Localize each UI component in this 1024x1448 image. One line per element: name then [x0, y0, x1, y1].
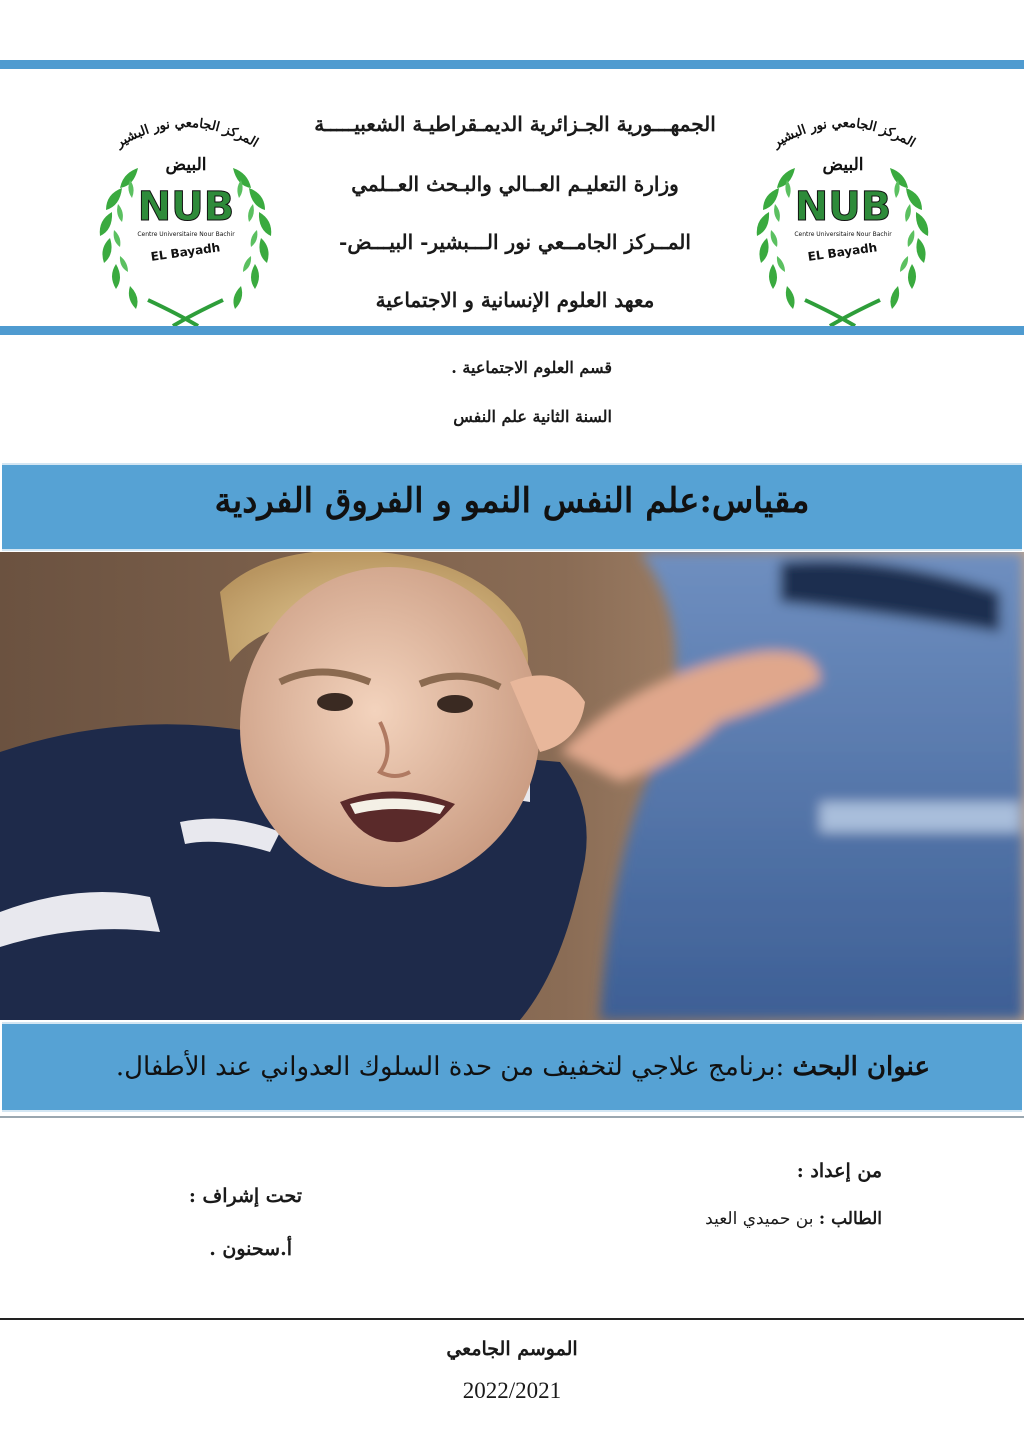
logo-arabic-ring-text: المركز الجامعي نور البشير — [113, 115, 261, 151]
header-republic: الجمهـــورية الجـزائرية الديمـقراطيـة الشعبيـــــة — [314, 112, 716, 136]
subject-title: مقياس:علم النفس النمو و الفروق الفردية — [214, 481, 810, 521]
research-title — [116, 1052, 930, 1082]
laurel-logo-icon — [735, 108, 950, 328]
student-label: الطالب : — [818, 1209, 882, 1229]
logo-city-arabic: البيض — [822, 155, 864, 175]
logo-city-latin: EL Bayadh — [149, 240, 222, 264]
header-ministry: وزارة التعليـم العــالي والبـحث العــلمي — [351, 172, 679, 196]
student-line — [705, 1209, 882, 1229]
logo-city-latin: EL Bayadh — [806, 240, 879, 264]
research-divider — [0, 1116, 1024, 1118]
research-text: :برنامج علاجي لتخفيف من حدة السلوك العدواني عند الأطفال. — [115, 1052, 785, 1082]
logo-arabic-ring-text: المركز الجامعي نور البشير — [770, 115, 918, 151]
logo-caption: Centre Universitaire Nour Bachir — [794, 231, 892, 238]
supervisor-name: أ.سحنون . — [209, 1238, 292, 1260]
study-year-label: السنة الثانية علم النفس — [453, 407, 612, 426]
logo-letters: NUB — [794, 184, 892, 230]
department-label: قسم العلوم الاجتماعية . — [451, 358, 612, 377]
season-years: 2022/2021 — [462, 1378, 562, 1403]
research-label: عنوان البحث — [792, 1052, 930, 1082]
footer-divider — [0, 1318, 1024, 1320]
header-university: المــركز الجامــعي نور الـــبشير- البيـــض- — [339, 230, 691, 254]
header-bottom-rule — [0, 326, 1024, 335]
header-text-block — [300, 0, 730, 330]
laurel-logo-icon — [78, 108, 293, 328]
student-name: بن حميدي العيد — [705, 1209, 814, 1229]
logo-city-arabic: البيض — [165, 155, 207, 175]
logo-caption: Centre Universitaire Nour Bachir — [137, 231, 235, 238]
logo-letters: NUB — [137, 184, 235, 230]
cover-photo — [0, 552, 1024, 1020]
header-institute: معهد العلوم الإنسانية و الاجتماعية — [375, 288, 655, 312]
research-band — [2, 1022, 1022, 1112]
university-logo-left — [78, 108, 293, 328]
university-logo-right — [735, 108, 950, 328]
season-label: الموسم الجامعي — [446, 1338, 578, 1360]
supervisor-label: تحت إشراف : — [188, 1185, 302, 1207]
subject-band — [2, 463, 1022, 551]
prepared-by-label: من إعداد : — [796, 1160, 882, 1182]
angry-child-photo — [0, 552, 1024, 1020]
